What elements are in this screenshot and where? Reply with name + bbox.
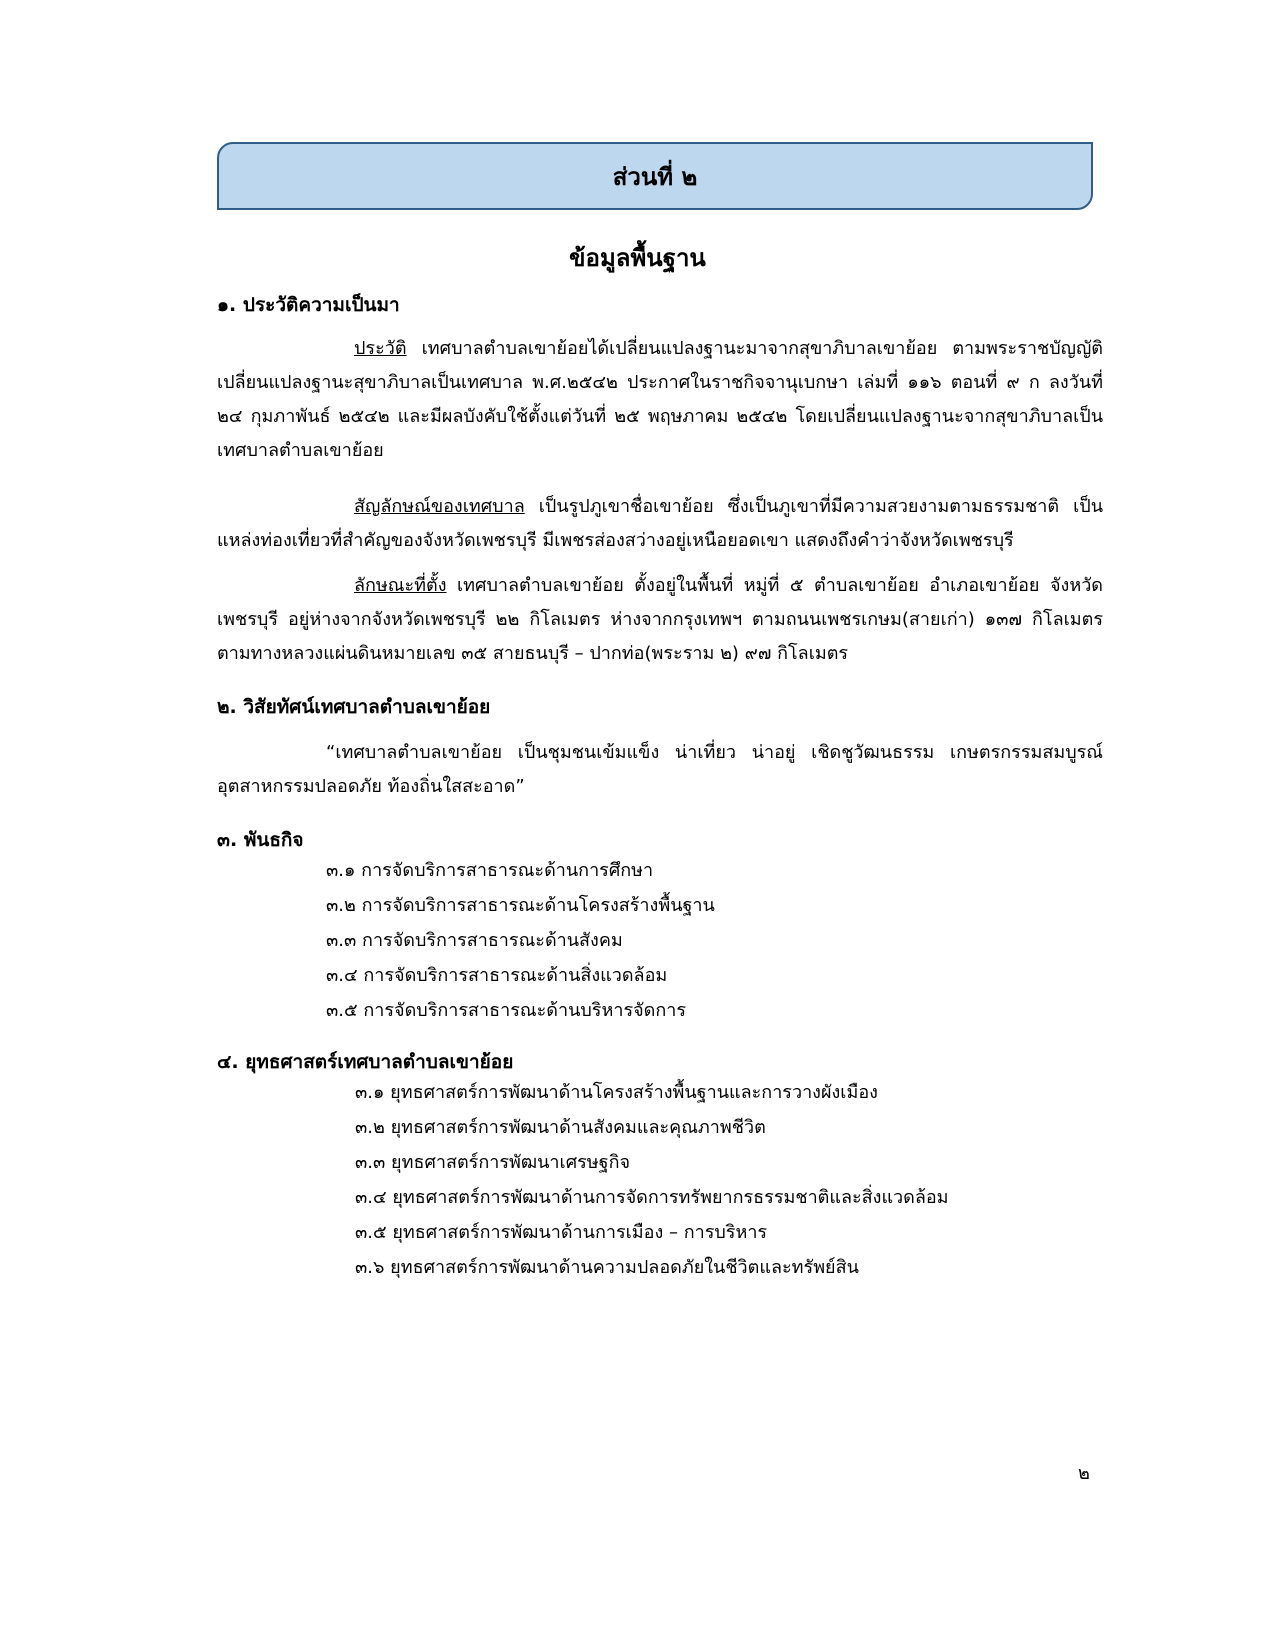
list-item: ๓.๕ ยุทธศาสตร์การพัฒนาด้านการเมือง – การบริหาร — [355, 1222, 768, 1243]
list-item: ๓.๑ การจัดบริการสาธารณะด้านการศึกษา — [326, 860, 654, 881]
section-4-heading: ๔. ยุทธศาสตร์เทศบาลตำบลเขาย้อย — [217, 1051, 514, 1073]
section-2-heading: ๒. วิสัยทัศน์เทศบาลตำบลเขาย้อย — [217, 696, 491, 718]
location-paragraph — [217, 569, 1103, 671]
symbol-label: สัญลักษณ์ของเทศบาล — [354, 496, 525, 517]
history-label: ประวัติ — [354, 338, 407, 359]
location-label: ลักษณะที่ตั้ง — [354, 575, 447, 596]
list-item: ๓.๓ ยุทธศาสตร์การพัฒนาเศรษฐกิจ — [355, 1152, 631, 1173]
vision-text: “เทศบาลตำบลเขาย้อย เป็นชุมชนเข้มแข็ง น่าเที่ยว น่าอยู่ เชิดชูวัฒนธรรม เกษตรกรรมสมบูรณ์ อุตสาหกรรมปลอดภัย ท้องถิ่นใสสะอาด” — [217, 742, 1104, 797]
page-subtitle: ข้อมูลพื้นฐาน — [569, 244, 706, 272]
list-item: ๓.๓ การจัดบริการสาธารณะด้านสังคม — [326, 930, 623, 951]
list-item: ๓.๒ ยุทธศาสตร์การพัฒนาด้านสังคมและคุณภาพชีวิต — [355, 1117, 766, 1138]
list-item: ๓.๒ การจัดบริการสาธารณะด้านโครงสร้างพื้นฐาน — [326, 895, 715, 916]
section-banner-title: ส่วนที่ ๒ — [612, 162, 698, 191]
symbol-paragraph — [217, 490, 1103, 558]
history-text: เทศบาลตำบลเขาย้อยได้เปลี่ยนแปลงฐานะมาจากสุขาภิบาลเขาย้อย ตามพระราชบัญญัติ เปลี่ยนแปลงฐานะสุขาภิบาลเป็นเทศบาล พ.ศ.๒๕๔๒ ประกาศในราชกิจจานุเบกษา เล่มที่ ๑๑๖ ตอนที่ ๙ ก ลงวันที่ ๒๔ กุมภาพันธ์ ๒๕๔๒ และมีผลบังคับใช้ตั้งแต่วันที่ ๒๕ พฤษภาคม ๒๕๔๒ โดยเปลี่ยนแปลงฐานะจากสุขาภิบาลเป็นเทศบาลตำบลเขาย้อย — [217, 338, 1103, 461]
section-1-heading: ๑. ประวัติความเป็นมา — [217, 294, 400, 316]
list-item: ๓.๔ ยุทธศาสตร์การพัฒนาด้านการจัดการทรัพยากรธรรมชาติและสิ่งแวดล้อม — [355, 1187, 949, 1208]
strategy-list — [355, 1075, 949, 1285]
page-number: ๒ — [1078, 1463, 1090, 1484]
vision-paragraph — [217, 736, 1103, 804]
list-item: ๓.๑ ยุทธศาสตร์การพัฒนาด้านโครงสร้างพื้นฐานและการวางผังเมือง — [355, 1082, 878, 1103]
list-item: ๓.๔ การจัดบริการสาธารณะด้านสิ่งแวดล้อม — [326, 965, 668, 986]
list-item: ๓.๕ การจัดบริการสาธารณะด้านบริหารจัดการ — [326, 1000, 687, 1021]
section-banner — [217, 142, 1093, 210]
location-text: เทศบาลตำบลเขาย้อย ตั้งอยู่ในพื้นที่ หมู่ที่ ๕ ตำบลเขาย้อย อำเภอเขาย้อย จังหวัดเพชรบุรี อยู่ห่างจากจังหวัดเพชรบุรี ๒๒ กิโลเมตร ห่างจากกรุงเทพฯ ตามถนนเพชรเกษม(สายเก่า) ๑๓๗ กิโลเมตร ตามทางหลวงแผ่นดินหมายเลข ๓๕ สายธนบุรี – ปากท่อ(พระราม ๒) ๙๗ กิโลเมตร — [217, 575, 1103, 664]
symbol-text: เป็นรูปภูเขาชื่อเขาย้อย ซึ่งเป็นภูเขาที่มีความสวยงามตามธรรมชาติ เป็นแหล่งท่องเที่ยวที่สำคัญของจังหวัดเพชรบุรี มีเพชรส่องสว่างอยู่เหนือยอดเขา แสดงถึงคำว่าจังหวัดเพชรบุรี — [217, 496, 1103, 551]
mission-list — [326, 853, 715, 1028]
history-paragraph — [217, 332, 1103, 468]
section-3-heading: ๓. พันธกิจ — [217, 829, 304, 851]
list-item: ๓.๖ ยุทธศาสตร์การพัฒนาด้านความปลอดภัยในชีวิตและทรัพย์สิน — [355, 1257, 859, 1278]
